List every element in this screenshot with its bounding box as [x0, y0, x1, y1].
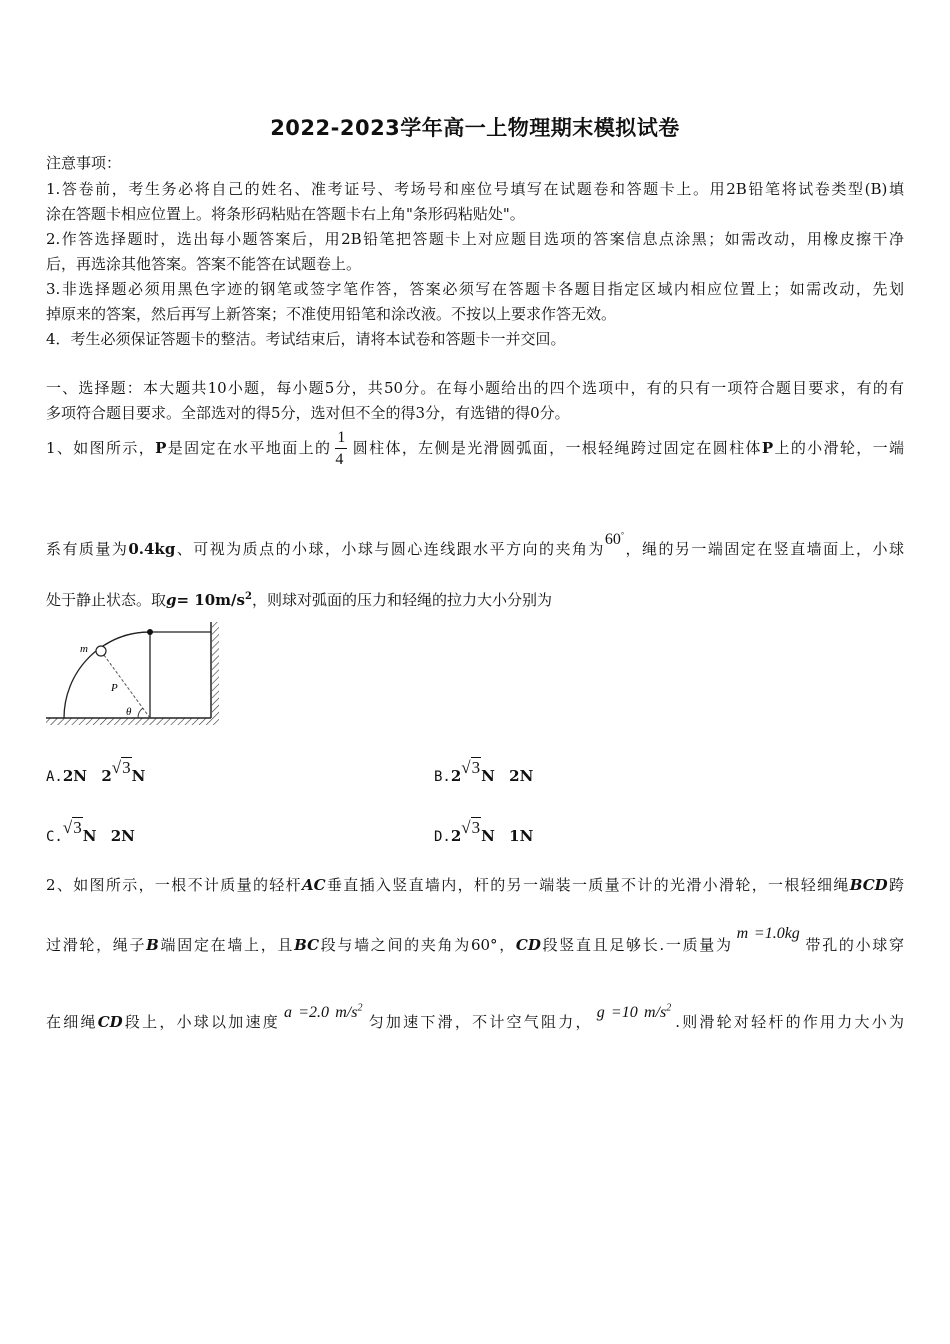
angle-60-degrees: 60°	[604, 530, 625, 548]
q2-line-1: 2、如图所示，一根不计质量的轻杆AC垂直插入竖直墙内，杆的另一端装一质量不计的光滑小滑轮，一根轻细绳BCD跨	[46, 876, 904, 894]
q1-option-d[interactable]: D.2√3N 1N	[434, 818, 534, 845]
section1-intro-line-2: 多项符合题目要求。全部选对的得5分，选对但不全的得3分，有选错的得0分。	[46, 404, 570, 422]
notice-item-3-line-2: 掉原来的答案，然后再写上新答案；不准使用铅笔和涂改液。不按以上要求作答无效。	[46, 305, 617, 323]
sqrt-icon: √3	[461, 818, 481, 837]
notice-item-2-line-1: 2.作答选择题时，选出每小题答案后，用2B铅笔把答题卡上对应题目选项的答案信息点涂黑；如需改动，用橡皮擦干净	[46, 230, 904, 248]
q1-line-2: 系有质量为0.4kg、可视为质点的小球，小球与圆心连线跟水平方向的夹角为60°，绳的另一端固定在竖直墙面上，小球	[46, 530, 904, 558]
sqrt-icon: √3	[62, 818, 82, 837]
rope	[105, 632, 211, 645]
notice-heading: 注意事项：	[46, 154, 122, 172]
q2-line-2: 过滑轮，绳子B端固定在墙上，且BC段与墙之间的夹角为60°，CD段竖直且足够长.一质量为m =1.0kg带孔的小球穿	[46, 925, 904, 954]
section1-intro-line-1: 一、选择题：本大题共10小题，每小题5分，共50分。在每小题给出的四个选项中，有的只有一项符合题目要求，有的有	[46, 379, 904, 397]
notice-item-4: 4．考生必须保证答题卡的整洁。考试结束后，请将本试卷和答题卡一并交回。	[46, 330, 566, 348]
pulley-icon	[147, 629, 153, 635]
label-p: P	[111, 682, 118, 694]
quarter-cylinder-arc	[64, 632, 150, 718]
angle-arc	[138, 708, 143, 718]
label-m: m	[80, 643, 88, 655]
acceleration-expression: a =2.0 $m/s^2$	[283, 1002, 363, 1021]
q1-option-b[interactable]: B.2√3N 2N	[434, 758, 534, 785]
q1-line-3: 处于静止状态。取$g= 10m/s^2$，则球对弧面的压力和轻绳的拉力大小分别为	[46, 591, 552, 609]
q1-option-c[interactable]: C.√3N 2N	[46, 818, 135, 845]
label-theta: θ	[126, 706, 132, 718]
q1-line-1: 1、如图所示，P是固定在水平地面上的 $\frac{1}{4}$ 圆柱体，左侧是光滑圆弧面，一根轻绳跨过固定在圆柱体P上的小滑轮，一端	[46, 429, 904, 468]
notice-item-3-line-1: 3.非选择题必须用黑色字迹的钢笔或签字笔作答，答案必须写在答题卡各题目指定区域内相应位置上；如需改动，先划	[46, 280, 904, 298]
sqrt-icon: √3	[111, 758, 131, 777]
fraction-one-quarter: $\frac{1}{4}$	[335, 429, 346, 468]
ball-icon	[96, 646, 106, 656]
page-title: 2022-2023学年高一上物理期末模拟试卷	[270, 116, 680, 140]
notice-item-1-line-2: 涂在答题卡相应位置上。将条形码粘贴在答题卡右上角"条形码粘贴处"。	[46, 205, 525, 223]
gravity-expression: g =10 $m/s^2$	[596, 1002, 672, 1021]
notice-item-1-line-1: 1.答卷前，考生务必将自己的姓名、准考证号、考场号和座位号填写在试题卷和答题卡上。用2B铅笔将试卷类型(B)填	[46, 180, 904, 198]
sqrt-icon: √3	[461, 758, 481, 777]
notice-item-2-line-2: 后，再选涂其他答案。答案不能答在试题卷上。	[46, 255, 362, 273]
q1-option-a[interactable]: A.2N 2√3N	[46, 758, 146, 785]
ground-hatch	[46, 718, 219, 725]
wall-hatch	[212, 622, 219, 718]
q2-line-3: 在细绳CD段上，小球以加速度a =2.0 $m/s^2$匀加速下滑，不计空气阻力，g =10 $m/s^2$.则滑轮对轻杆的作用力大小为	[46, 1002, 904, 1031]
q1-figure	[44, 618, 224, 728]
mass-expression: m =1.0kg	[736, 925, 800, 942]
